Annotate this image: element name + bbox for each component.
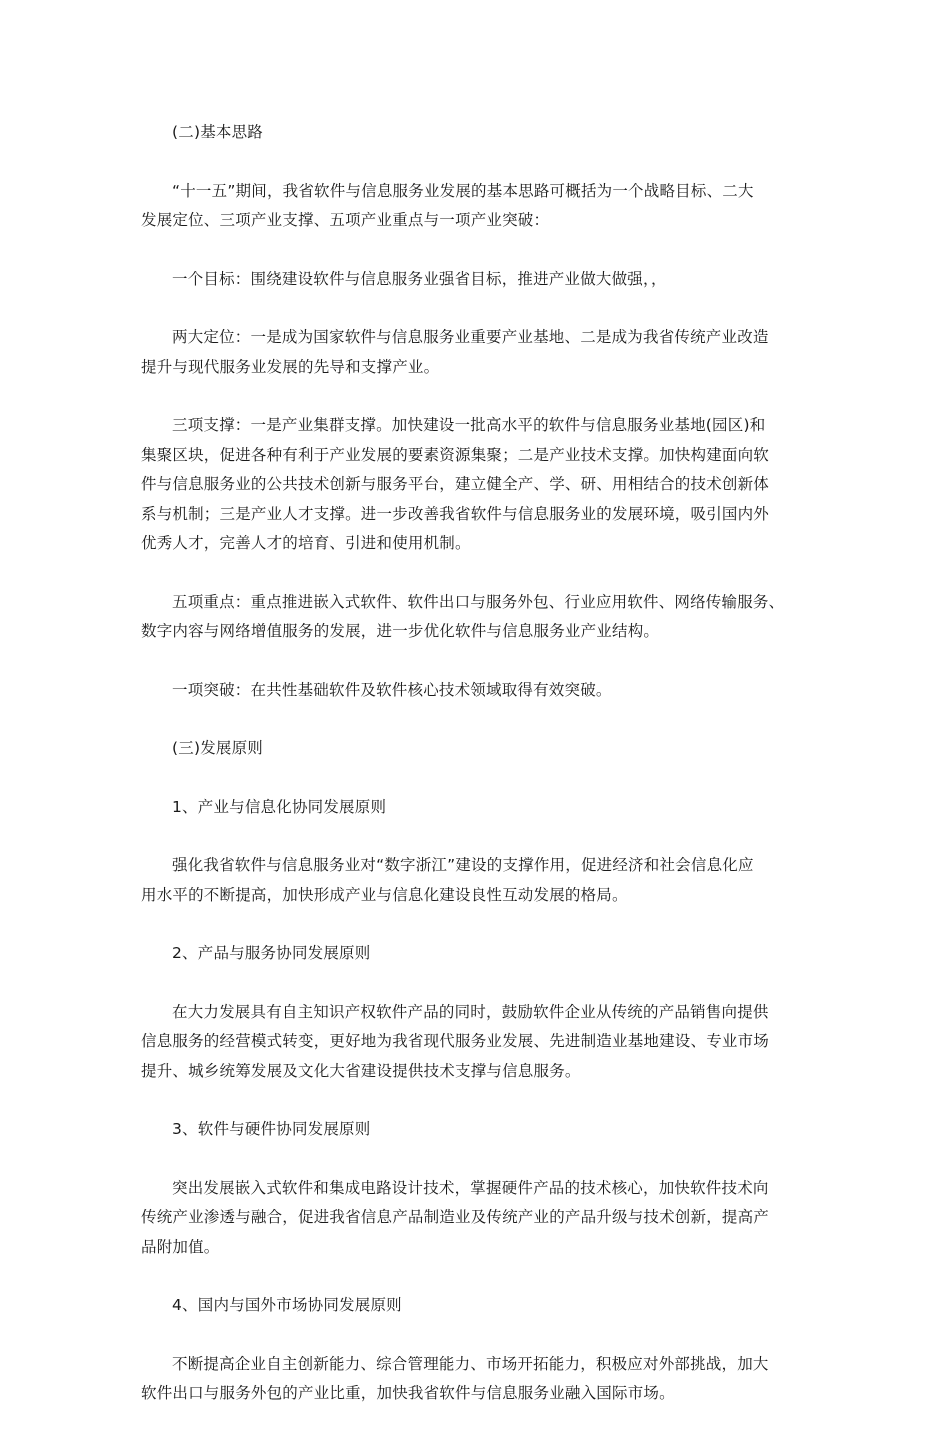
document-page bbox=[141, 118, 826, 1438]
text-line: “十一五”期间，我省软件与信息服务业发展的基本思路可概括为一个战略目标、二大 bbox=[172, 181, 754, 200]
principle-heading-2 bbox=[141, 939, 826, 969]
text-line: 集聚区块，促进各种有利于产业发展的要素资源集聚；二是产业技术支撑。加快构建面向软 bbox=[141, 445, 770, 464]
text-line: (二)基本思路 bbox=[172, 123, 263, 141]
text-line: 3、软件与硬件协同发展原则 bbox=[172, 1120, 371, 1138]
text-line: 软件出口与服务外包的产业比重，加快我省软件与信息服务业融入国际市场。 bbox=[141, 1384, 675, 1402]
text-line: 发展定位、三项产业支撑、五项产业重点与一项产业突破： bbox=[141, 211, 550, 229]
text-line: 2、产品与服务协同发展原则 bbox=[172, 944, 371, 962]
text-line: 一项突破：在共性基础软件及软件核心技术领域取得有效突破。 bbox=[172, 680, 612, 699]
text-line: 优秀人才，完善人才的培育、引进和使用机制。 bbox=[141, 534, 471, 552]
paragraph-five-priorities bbox=[141, 588, 826, 647]
text-line: 突出发展嵌入式软件和集成电路设计技术，掌握硬件产品的技术核心，加快软件技术向 bbox=[172, 1178, 769, 1197]
text-line: 强化我省软件与信息服务业对“数字浙江”建设的支撑作用，促进经济和社会信息化应 bbox=[172, 856, 754, 874]
text-line: (三)发展原则 bbox=[172, 739, 263, 757]
text-line: 4、国内与国外市场协同发展原则 bbox=[172, 1296, 402, 1314]
section-heading-basic-approach bbox=[141, 118, 826, 148]
paragraph-overview bbox=[141, 177, 826, 236]
text-line: 数字内容与网络增值服务的发展，进一步优化软件与信息服务业产业结构。 bbox=[141, 622, 660, 640]
principle-body-3 bbox=[141, 1174, 826, 1263]
text-line: 系与机制；三是产业人才支撑。进一步改善我省软件与信息服务业的发展环境，吸引国内外 bbox=[141, 504, 770, 523]
principle-heading-4 bbox=[141, 1291, 826, 1321]
principle-body-1 bbox=[141, 851, 826, 910]
text-line: 提升、城乡统筹发展及文化大省建设提供技术支撑与信息服务。 bbox=[141, 1061, 581, 1080]
paragraph-one-breakthrough bbox=[141, 676, 826, 706]
text-line: 传统产业渗透与融合，促进我省信息产品制造业及传统产业的产品升级与技术创新，提高产 bbox=[141, 1208, 770, 1226]
text-line: 一个目标：围绕建设软件与信息服务业强省目标，推进产业做大做强，， bbox=[172, 269, 667, 288]
text-line: 两大定位：一是成为国家软件与信息服务业重要产业基地、二是成为我省传统产业改造 bbox=[172, 328, 769, 346]
principle-body-2 bbox=[141, 998, 826, 1087]
text-line: 提升与现代服务业发展的先导和支撑产业。 bbox=[141, 357, 440, 376]
text-line: 不断提高企业自主创新能力、综合管理能力、市场开拓能力，积极应对外部挑战，加大 bbox=[172, 1354, 769, 1373]
principle-body-4 bbox=[141, 1350, 826, 1409]
paragraph-one-goal bbox=[141, 265, 826, 295]
text-line: 信息服务的经营模式转变，更好地为我省现代服务业发展、先进制造业基地建设、专业市场 bbox=[141, 1032, 770, 1050]
text-line: 品附加值。 bbox=[141, 1237, 220, 1256]
text-line: 在大力发展具有自主知识产权软件产品的同时，鼓励软件企业从传统的产品销售向提供 bbox=[172, 1002, 769, 1021]
text-line: 用水平的不断提高，加快形成产业与信息化建设良性互动发展的格局。 bbox=[141, 885, 628, 904]
text-line: 件与信息服务业的公共技术创新与服务平台，建立健全产、学、研、用相结合的技术创新体 bbox=[141, 475, 770, 493]
text-line: 五项重点：重点推进嵌入式软件、软件出口与服务外包、行业应用软件、网络传输服务、 bbox=[172, 592, 785, 611]
paragraph-two-positions bbox=[141, 323, 826, 382]
text-line: 三项支撑：一是产业集群支撑。加快建设一批高水平的软件与信息服务业基地(园区)和 bbox=[172, 416, 766, 434]
section-heading-principles bbox=[141, 734, 826, 764]
text-line: 1、产业与信息化协同发展原则 bbox=[172, 797, 387, 816]
principle-heading-3 bbox=[141, 1115, 826, 1145]
principle-heading-1 bbox=[141, 793, 826, 823]
paragraph-three-supports bbox=[141, 411, 826, 559]
